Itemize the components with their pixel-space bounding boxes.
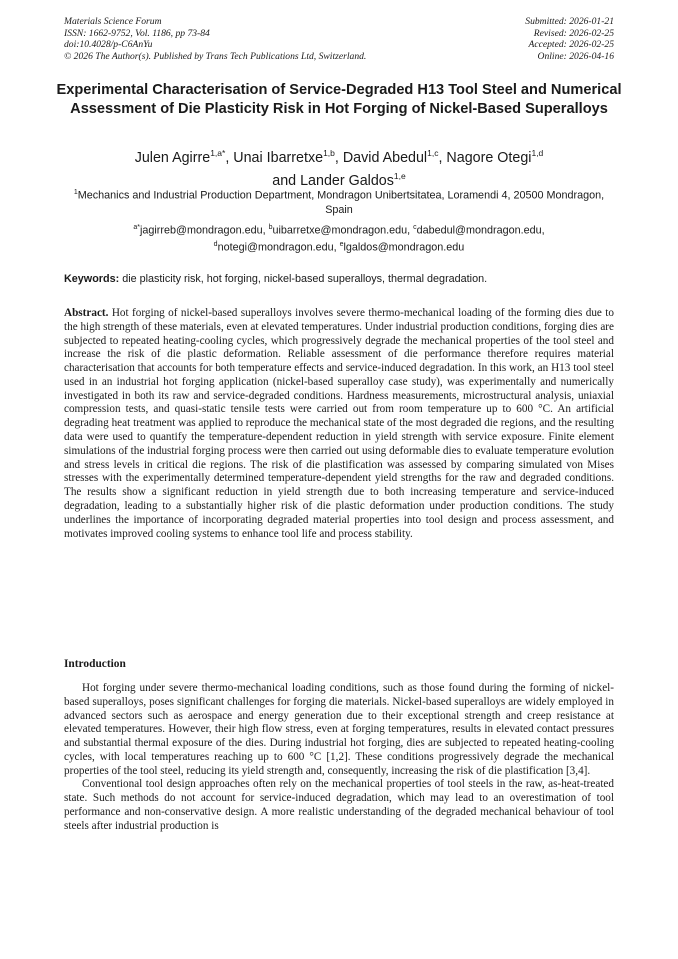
author-name: Nagore Otegi [446,149,532,166]
introduction-body [64,682,614,834]
keywords [64,272,618,286]
email-link[interactable]: notegi@mondragon.edu [217,241,334,254]
paper-title: Experimental Characterisation of Service-Degraded H13 Tool Steel and Numerical Assessment of Die Plasticity Risk in Hot Forging of Nickel-Based Superalloys [56,82,622,117]
submission-dates [525,16,614,62]
author-affil-mark: 1,a* [210,148,226,158]
email-mark: d [213,240,218,248]
author-separator: , [334,149,343,166]
author-affil-mark: 1,d [531,148,544,158]
email-mark: b [268,224,273,231]
affiliation-text: Mechanics and Industrial Production Department, Mondragon Unibertsitatea, Loramendi 4, 20500 Mondragon, Spain [77,189,605,216]
journal-issn: ISSN: 1662-9752, Vol. 1186, pp 73-84 [64,27,210,39]
accepted-date: Accepted: 2026-02-25 [528,39,614,51]
keywords-text: die plasticity risk, hot forging, nickel-based superalloys, thermal degradation. [122,273,488,285]
abstract [64,307,614,541]
author-name: Lander Galdos [300,172,394,189]
author-separator: , [225,149,234,166]
submitted-date: Submitted: 2026-01-21 [525,16,614,27]
email-link[interactable]: dabedul@mondragon.edu [416,224,542,237]
paragraph: Conventional tool design approaches often rely on the mechanical properties of tool steels in the raw, as-heat-treated state. Such methods do not account for service-induced degradation, which may lead to an overestimation of tool performance and non-conservative design. A more realistic understanding of the degraded mechanical behaviour of tool steels after industrial production is [64,778,614,832]
copyright-line: © 2026 The Author(s). Published by Trans Tech Publications Ltd, Switzerland. [64,50,367,62]
keywords-label: Keywords: [64,273,120,285]
author-affil-mark: 1,e [393,170,406,181]
journal-info [64,16,366,62]
journal-doi: doi:10.4028/p-C6AnYu [64,39,153,51]
author-separator: , [438,149,447,166]
email-link[interactable]: jagirreb@mondragon.edu [139,224,263,237]
abstract-text: Hot forging of nickel-based superalloys involves severe thermo-mechanical loading of the forming dies due to the high strength of these materials, even at elevated temperatures. Under industrial production conditions, forging dies are subjected to repeated heating-cooling cycles, which progressively degrade the mechanical properties of the tool steel and increase the risk of die plastic deformation. Reliable assessment of die performance therefore requires material characterisation that accounts for both temperature effects and service-induced degradation. In this work, an H13 tool steel used in an industrial hot forging application (nickel-based superalloy case study), was experimentally and numerically investigated in both its raw and service-degraded conditions. Hardness measurements, microstructural analysis, uniaxial compression tests, and quasi-static tensile tests were carried out from room temperature up to 600 °C. An artificial degrading heat treatment was applied to reproduce the mechanical state of the most degraded die regions, and the resulting data were used to quantify the temperature-dependent reduction in yield strength with service exposure. Finite element simulations of the industrial forging process were then carried out using deformable dies to evaluate temperature evolution and stress levels in critical die regions. The risk of die plastification was assessed by comparing simulated von Mises stresses with the experimentally determined temperature-dependent yield strengths for the raw and degraded conditions. The results show a significant reduction in yield strength due to both increasing temperature and service-induced degradation, leading to a substantially higher risk of die plastic deformation under production conditions. The study underlines the importance of incorporating degraded material properties into tool design and process assessment, and motivates improved cooling systems to enhance tool life and process stability. [64,307,614,540]
email-list: $^{a*}$jagirreb@mondragon.edu, $^b$uibarretxe@mondragon.edu, $^c$dabedul@mondragon.edu, $^d$notegi@mondragon.edu, $^e$lgaldos@mondragon.edu [133,224,545,254]
email-mark: e [339,240,344,248]
author-affil-mark: 1,c [427,148,439,158]
section-heading-introduction: Introduction [64,658,126,670]
author-affil-mark: 1,b [323,148,335,158]
author-name: David Abedul [342,149,428,166]
email-mark: c [413,224,417,231]
paragraph: Hot forging under severe thermo-mechanical loading conditions, such as those found during the forming of nickel-based superalloys, poses significant challenges for forging die materials. Nickel-based superalloys are widely employed in advanced sectors such as aerospace and energy generation due to their exceptional strength and creep resistance at elevated temperatures. However, their high flow stress, even at forging temperatures, results in elevated contact pressures and substantial thermal exposure of the dies. During industrial hot forging, dies are subjected to repeated heating-cooling cycles, with local temperatures reaching up to 600 °C [1,2]. These conditions progressively degrade the mechanical properties of the tool steel, reducing its yield strength and, consequently, increasing the risk of die plastification [3,4]. [64,682,614,777]
email-link[interactable]: uibarretxe@mondragon.edu [272,224,408,237]
author-and: and [272,172,301,189]
author-name: Unai Ibarretxe [233,149,324,166]
affiliation [60,186,618,217]
email-link[interactable]: lgaldos@mondragon.edu [343,241,465,254]
affiliation-mark: 1 [73,189,78,196]
email-mark: a* [133,224,140,231]
revised-date: Revised: 2026-02-25 [533,27,614,39]
author-list [50,144,628,190]
journal-name: Materials Science Forum [64,16,162,27]
online-date: Online: 2026-04-16 [537,50,614,62]
abstract-label: Abstract. [64,307,109,319]
author-name: Julen Agirre [134,149,211,166]
